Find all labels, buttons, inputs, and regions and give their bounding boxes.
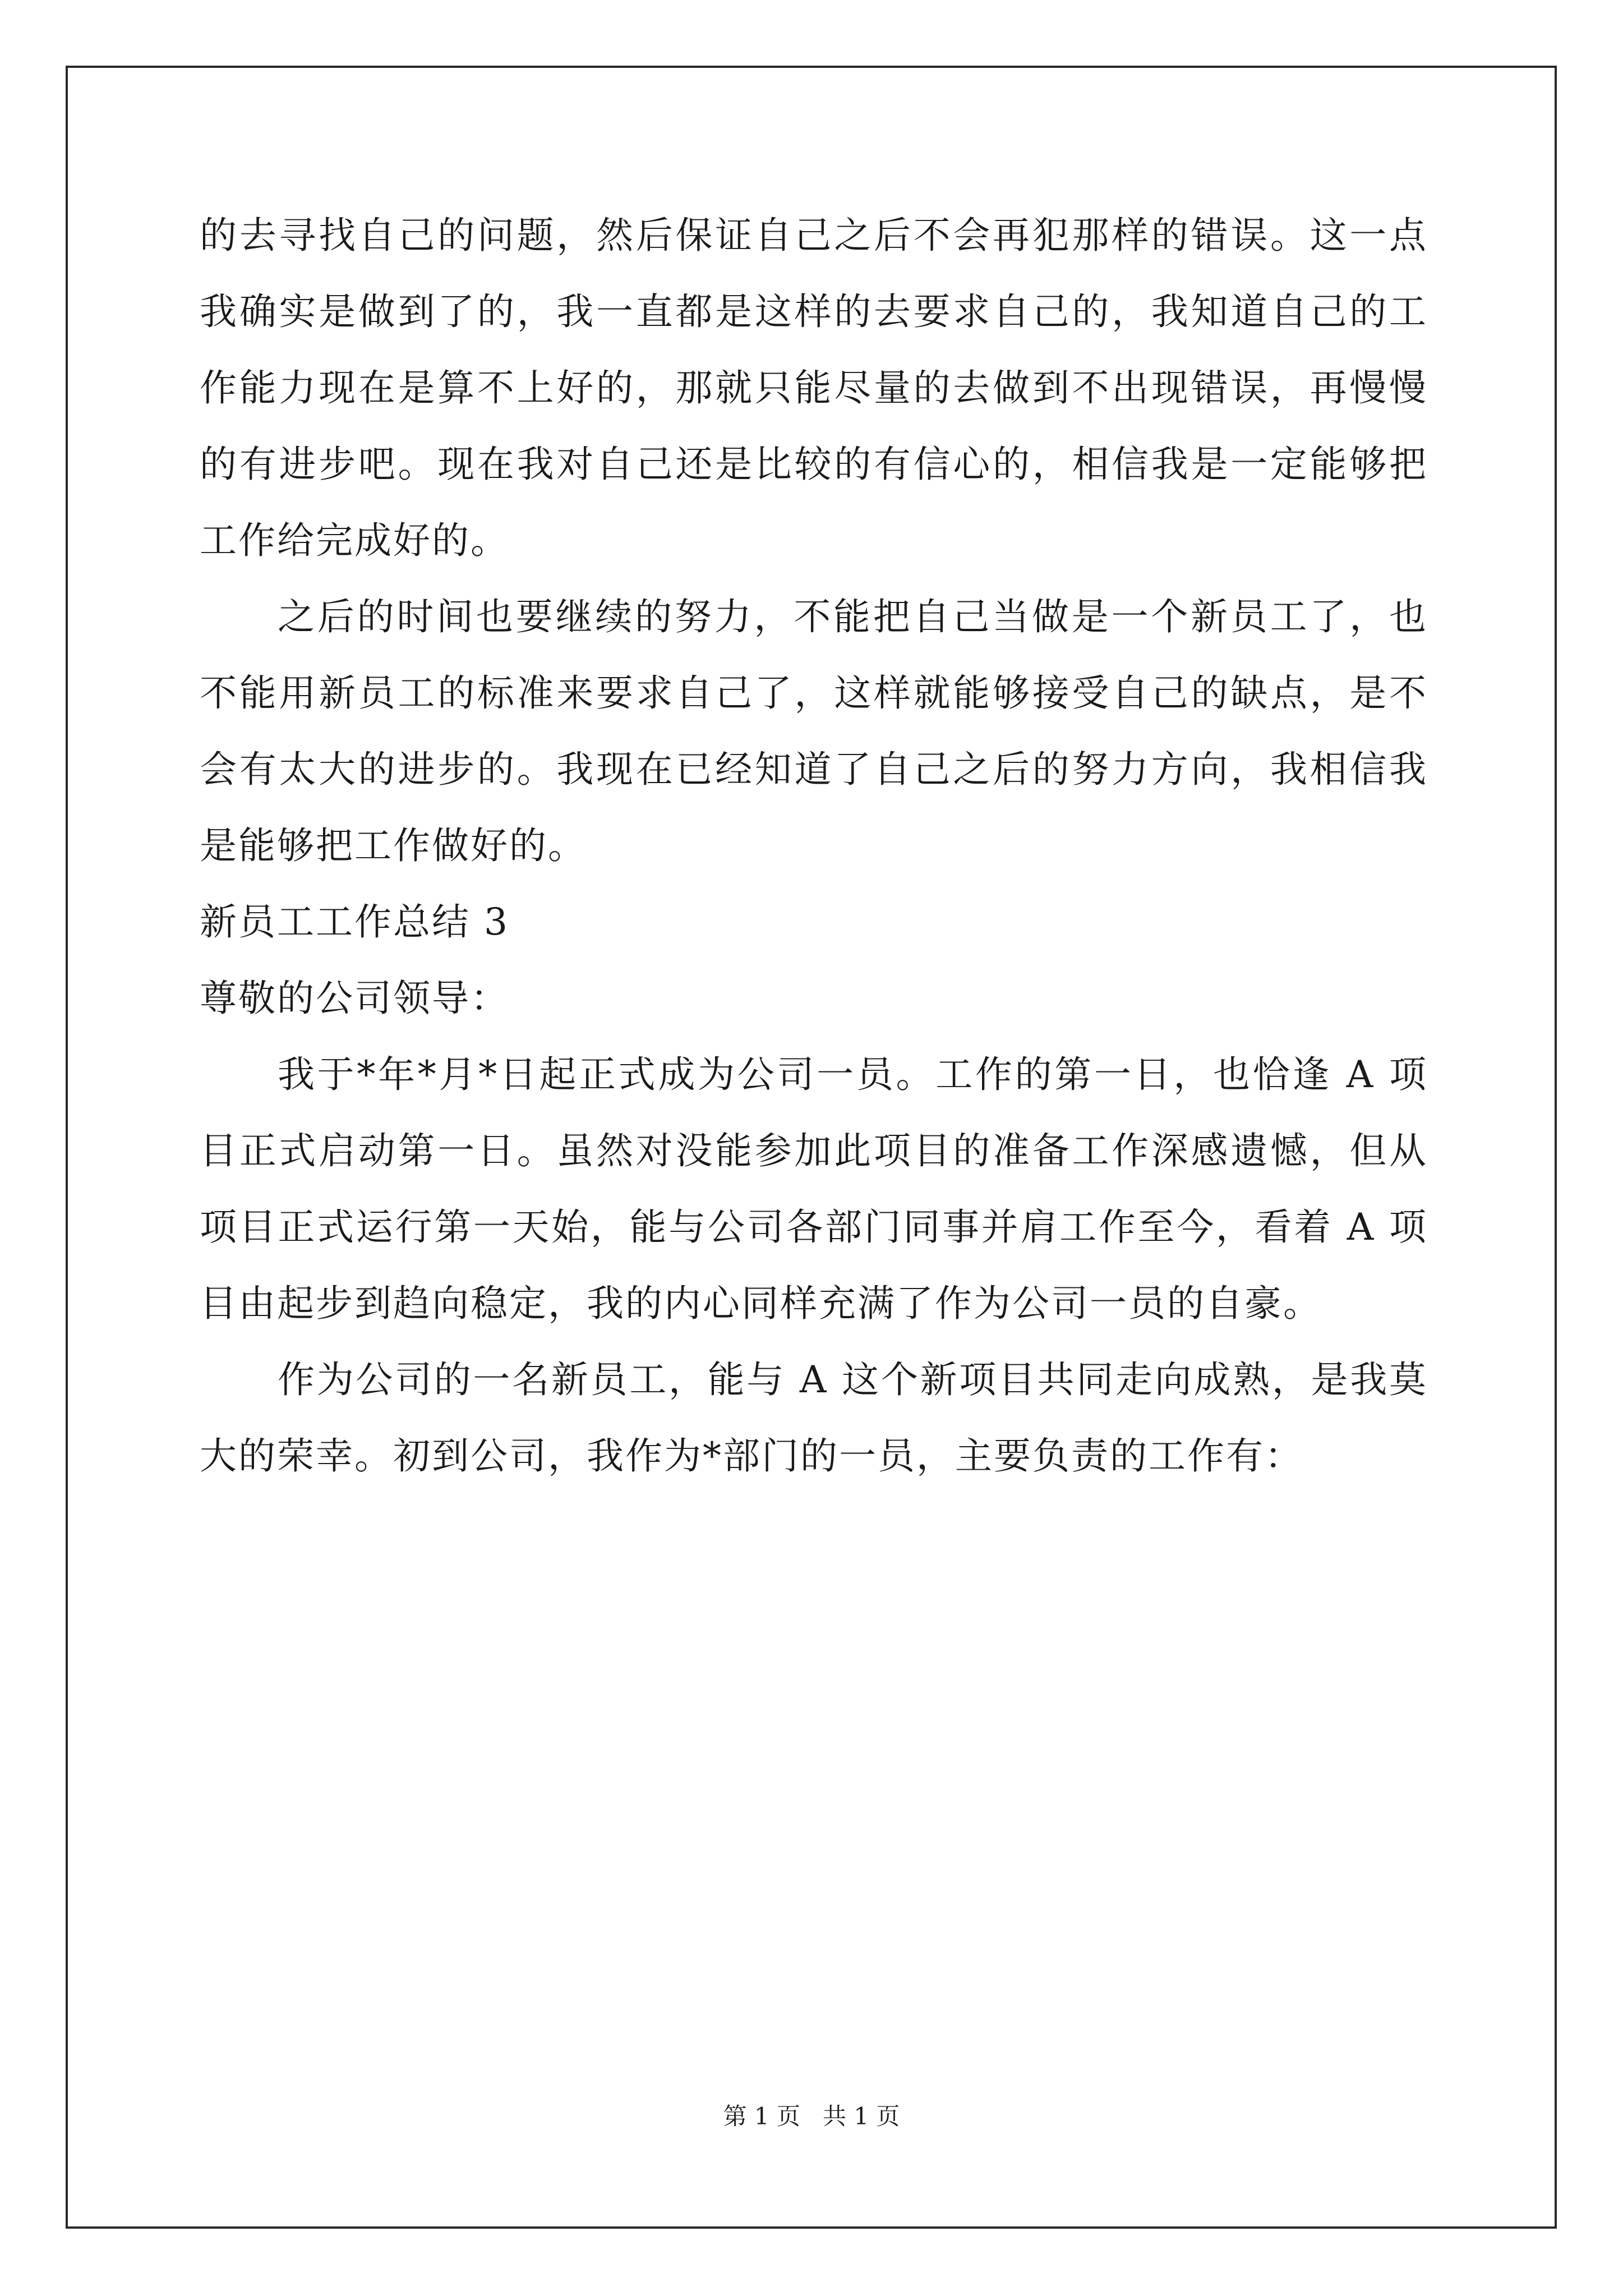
paragraph-start-date: 我于*年*月*日起正式成为公司一员。工作的第一日，也恰逢 A 项目正式启动第一日。虽然对没能参加此项目的准备工作深感遗憾，但从项目正式运行第一天始，能与公司各部门同事并肩工作至今，看着 A 项目由起步到趋向稳定，我的内心同样充满了作为公司一员的自豪。 xyxy=(200,1053,1428,1325)
salutation: 尊敬的公司领导： xyxy=(200,977,509,1020)
document-body xyxy=(200,197,1428,1494)
section-heading: 新员工工作总结 3 xyxy=(200,900,509,944)
page-total: 共 1 页 xyxy=(823,2102,900,2130)
page-footer xyxy=(0,2098,1623,2132)
paragraph-continuation: 的去寻找自己的问题，然后保证自己之后不会再犯那样的错误。这一点我确实是做到了的，我一直都是这样的去要求自己的，我知道自己的工作能力现在是算不上好的，那就只能尽量的去做到不出现错误，再慢慢的有进步吧。现在我对自己还是比较的有信心的，相信我是一定能够把工作给完成好的。 xyxy=(200,214,1428,562)
paragraph-new-employee: 作为公司的一名新员工，能与 A 这个新项目共同走向成熟，是我莫大的荣幸。初到公司，我作为*部门的一员，主要负责的工作有： xyxy=(200,1358,1428,1478)
page-number: 第 1 页 xyxy=(723,2102,800,2130)
paragraph-effort: 之后的时间也要继续的努力，不能把自己当做是一个新员工了，也不能用新员工的标准来要求自己了，这样就能够接受自己的缺点，是不会有太大的进步的。我现在已经知道了自己之后的努力方向，我相信我是能够把工作做好的。 xyxy=(200,595,1428,867)
